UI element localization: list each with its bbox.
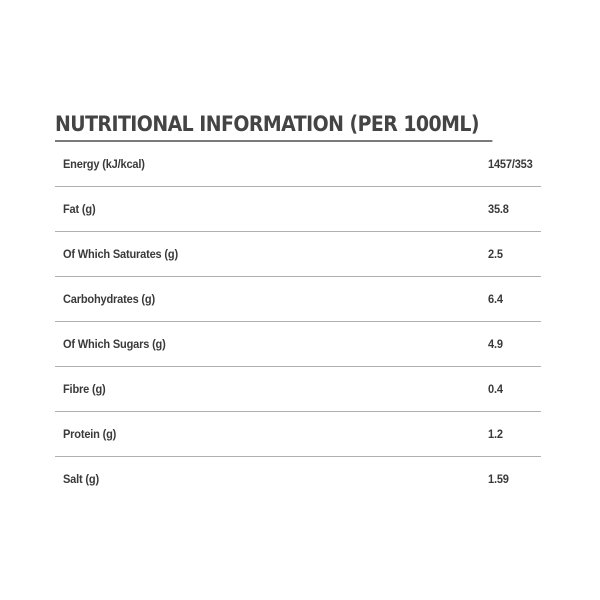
table-row-fibre	[55, 367, 541, 412]
table-row-energy	[55, 142, 541, 187]
row-value: 6.4	[488, 292, 503, 306]
row-label: Protein (g)	[63, 427, 117, 441]
row-value: 1.2	[488, 427, 503, 441]
row-label: Carbohydrates (g)	[63, 292, 155, 306]
nutrition-panel	[55, 108, 541, 501]
table-row-carbohydrates	[55, 277, 541, 322]
table-row-saturates	[55, 232, 541, 277]
row-label: Salt (g)	[63, 472, 99, 486]
row-label: Energy (kJ/kcal)	[63, 157, 145, 171]
table-row-sugars	[55, 322, 541, 367]
table-row-protein	[55, 412, 541, 457]
table-row-salt	[55, 457, 541, 501]
nutrition-title: NUTRITIONAL INFORMATION (PER 100ML)	[55, 108, 492, 142]
row-value: 2.5	[488, 247, 503, 261]
row-value: 1457/353	[488, 157, 533, 171]
row-label: Fat (g)	[63, 202, 96, 216]
row-value: 35.8	[488, 202, 509, 216]
nutrition-table	[55, 142, 541, 501]
row-value: 0.4	[488, 382, 503, 396]
row-label: Fibre (g)	[63, 382, 106, 396]
table-row-fat	[55, 187, 541, 232]
row-label: Of Which Saturates (g)	[63, 247, 178, 261]
row-value: 4.9	[488, 337, 503, 351]
row-value: 1.59	[488, 472, 509, 486]
row-label: Of Which Sugars (g)	[63, 337, 166, 351]
